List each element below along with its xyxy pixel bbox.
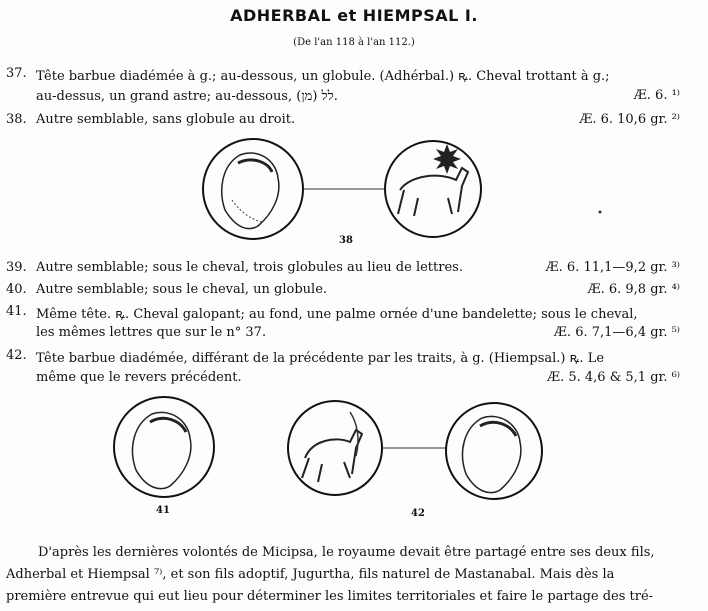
entry-39 [6,260,680,278]
entry-number: 41. [6,304,27,319]
entry-number: 40. [6,282,27,297]
entry-metal: Æ. 6. ¹⁾ [633,88,680,103]
coin-38-reverse [385,141,481,237]
entry-text: Même tête. ꝶ. Cheval galopant; au fond, une palme ornée d'une bandelette; sous le cheval, [36,307,638,322]
entry-41 [6,304,680,322]
entry-number: 39. [6,260,27,275]
paragraph-line: Adherbal et Hiempsal ⁷⁾, et son fils adoptif, Jugurtha, fils naturel de Mastanabal. Mais dès la [6,567,615,582]
entry-text: Autre semblable, sans globule au droit. [36,112,296,127]
entry-metal: Æ. 5. 4,6 & 5,1 gr. ⁶⁾ [547,370,680,385]
entry-text: même que le revers précédent. [36,370,242,385]
entry-metal: Æ. 6. 7,1—6,4 gr. ⁵⁾ [553,325,680,340]
entry-number: 37. [6,66,27,81]
entry-text: Autre semblable; sous le cheval, trois globules au lieu de lettres. [36,260,463,275]
plate-41-label: 41 [156,505,170,516]
paragraph-line: première entrevue qui eut lieu pour déterminer les limites territoriales et faire le partage des tré- [6,589,654,604]
entry-metal: Æ. 6. 9,8 gr. ⁴⁾ [587,282,680,297]
entry-metal: Æ. 6. 10,6 gr. ²⁾ [579,112,680,127]
coin-38-obverse [203,139,303,239]
entry-42-cont [6,370,680,388]
entry-number: 38. [6,112,27,127]
coin-42-obverse [446,403,542,499]
entry-number: 42. [6,348,27,363]
entry-41-cont [6,325,680,343]
coin-42-reverse [288,401,382,495]
speck [599,211,602,214]
entry-text: les mêmes lettres que sur le n° 37. [36,325,267,340]
entry-text: Tête barbue diadémée à g.; au-dessous, un globule. (Adhérbal.) ꝶ. Cheval trottant à g.; [36,69,610,84]
entry-metal: Æ. 6. 11,1—9,2 gr. ³⁾ [545,260,680,275]
entry-text: au-dessus, un grand astre; au-dessous, לל (מן). [36,89,338,104]
plate-38-label: 38 [339,235,353,246]
paragraph-line: D'après les dernières volontés de Micipsa, le royaume devait être partagé entre ses deux fils, [38,545,655,560]
plate-42-label: 42 [411,508,425,519]
entry-text: Autre semblable; sous le cheval, un globule. [36,282,328,297]
coin-41 [114,397,214,497]
date-range: (De l'an 118 à l'an 112.) [293,37,415,48]
entry-42 [6,348,680,366]
entry-40 [6,282,680,300]
page-title: ADHERBAL et HIEMPSAL I. [230,6,478,25]
entry-text: Tête barbue diadémée, différant de la précédente par les traits, à g. (Hiempsal.) ꝶ. Le [36,351,605,366]
